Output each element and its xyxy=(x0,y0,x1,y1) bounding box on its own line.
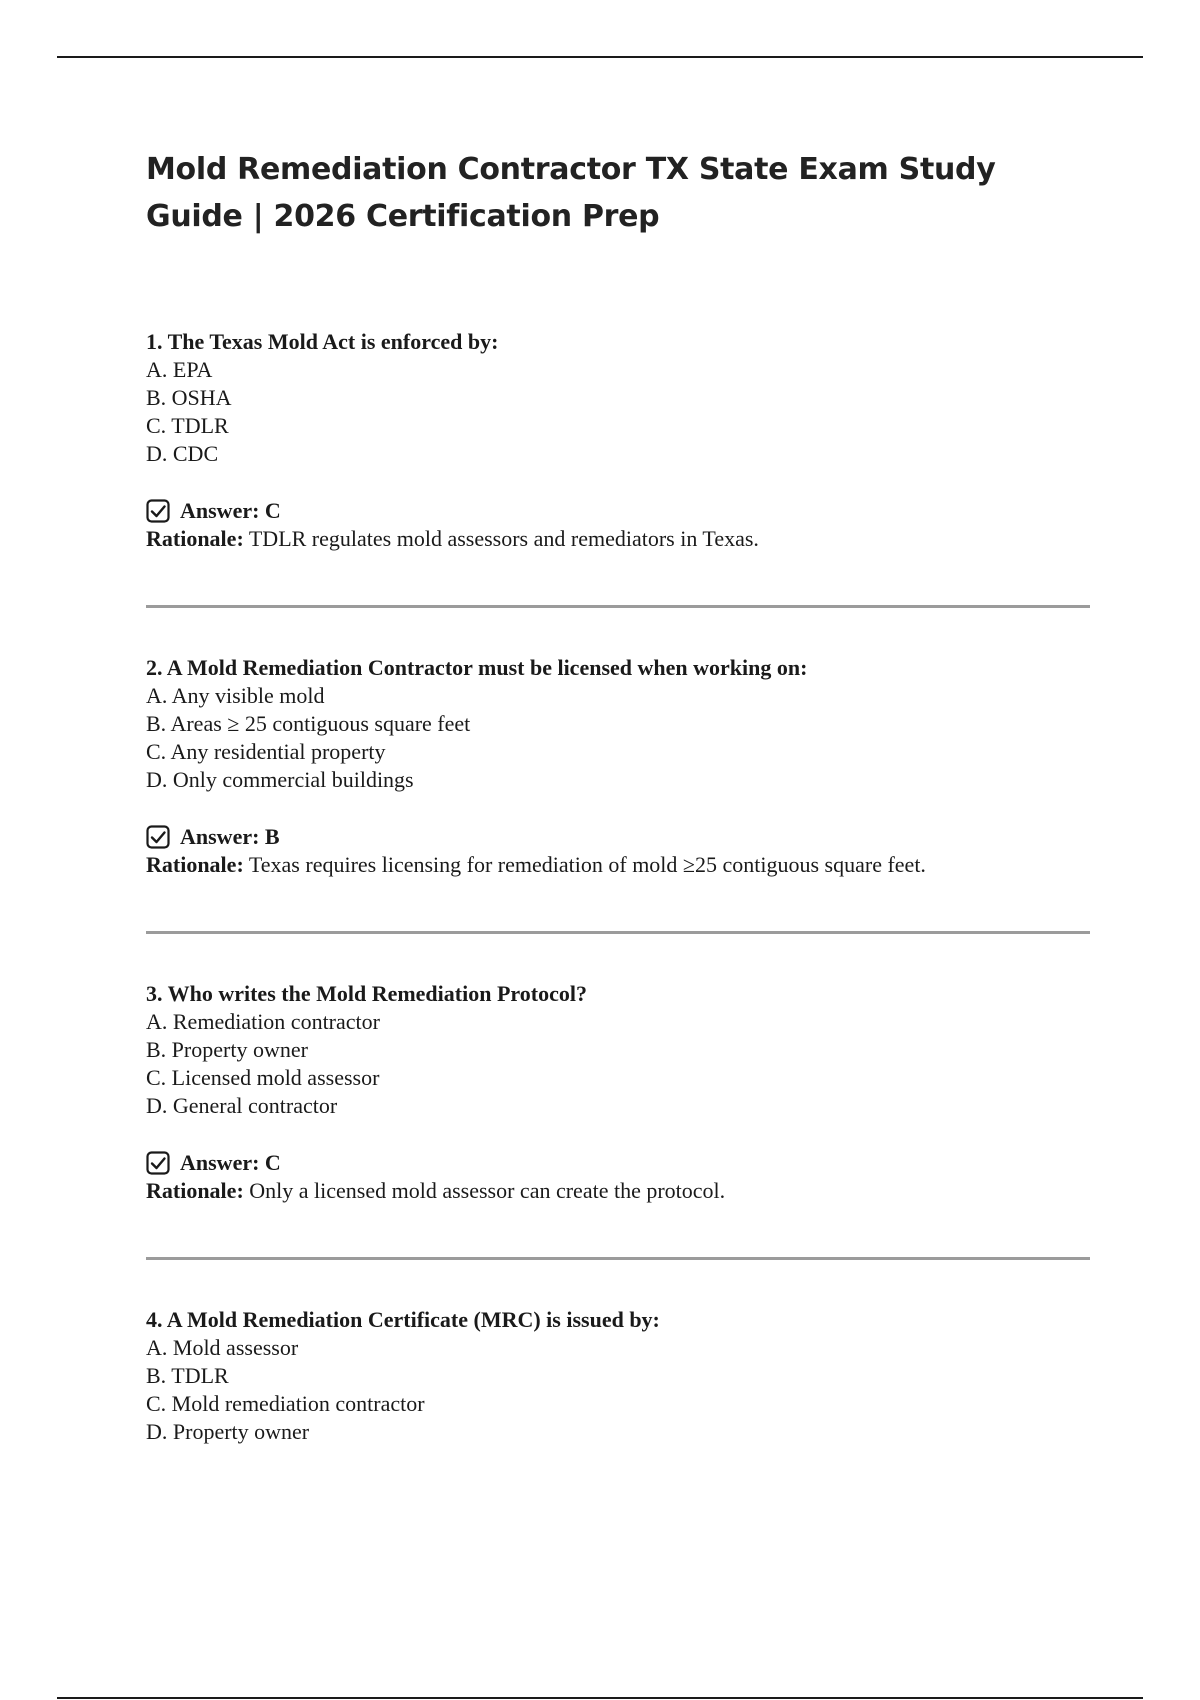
section-divider xyxy=(146,1257,1090,1260)
option: B. Property owner xyxy=(146,1037,308,1062)
answer-line xyxy=(146,823,1090,851)
option: D. Property owner xyxy=(146,1419,310,1444)
page-title: Mold Remediation Contractor TX State Exam Study Guide | 2026 Certification Prep xyxy=(146,152,996,234)
option: A. Remediation contractor xyxy=(146,1009,380,1034)
option: D. Only commercial buildings xyxy=(146,767,414,792)
question-text: 4. A Mold Remediation Certificate (MRC) is issued by: xyxy=(146,1307,660,1332)
option: A. Any visible mold xyxy=(146,683,325,708)
question-block-3 xyxy=(146,980,1090,1205)
option: B. TDLR xyxy=(146,1363,229,1388)
option: C. Mold remediation contractor xyxy=(146,1391,425,1416)
answer-text: Answer: C xyxy=(180,1150,281,1175)
question-text: 2. A Mold Remediation Contractor must be licensed when working on: xyxy=(146,655,808,680)
document-body xyxy=(146,146,1090,1446)
checkbox-checked-icon xyxy=(146,825,170,849)
option: C. Licensed mold assessor xyxy=(146,1065,380,1090)
checkbox-checked-icon xyxy=(146,1151,170,1175)
rationale xyxy=(146,525,1090,553)
option: A. EPA xyxy=(146,357,213,382)
checkbox-checked-icon xyxy=(146,499,170,523)
option: D. CDC xyxy=(146,441,219,466)
answer-line xyxy=(146,1149,1090,1177)
option: B. OSHA xyxy=(146,385,232,410)
answer-line xyxy=(146,497,1090,525)
option: C. Any residential property xyxy=(146,739,386,764)
option: C. TDLR xyxy=(146,413,229,438)
option: B. Areas ≥ 25 contiguous square feet xyxy=(146,711,471,736)
answer-text: Answer: C xyxy=(180,498,281,523)
rationale xyxy=(146,1177,1090,1205)
answer-text: Answer: B xyxy=(180,824,280,849)
rationale-label: Rationale: xyxy=(146,526,244,551)
option: A. Mold assessor xyxy=(146,1335,299,1360)
section-divider xyxy=(146,931,1090,934)
bottom-rule xyxy=(57,1697,1143,1699)
rationale-text: Only a licensed mold assessor can create the protocol. xyxy=(243,1178,726,1203)
question-block-1 xyxy=(146,328,1090,553)
rationale-label: Rationale: xyxy=(146,1178,244,1203)
option: D. General contractor xyxy=(146,1093,338,1118)
top-rule xyxy=(57,56,1143,58)
rationale xyxy=(146,851,1090,879)
question-block-2 xyxy=(146,654,1090,879)
rationale-label: Rationale: xyxy=(146,852,244,877)
question-text: 1. The Texas Mold Act is enforced by: xyxy=(146,329,499,354)
rationale-text: Texas requires licensing for remediation of mold ≥25 contiguous square feet. xyxy=(243,852,926,877)
question-list xyxy=(146,328,1090,1446)
section-divider xyxy=(146,605,1090,608)
question-text: 3. Who writes the Mold Remediation Protocol? xyxy=(146,981,587,1006)
rationale-text: TDLR regulates mold assessors and remediators in Texas. xyxy=(243,526,759,551)
question-block-4 xyxy=(146,1306,1090,1446)
